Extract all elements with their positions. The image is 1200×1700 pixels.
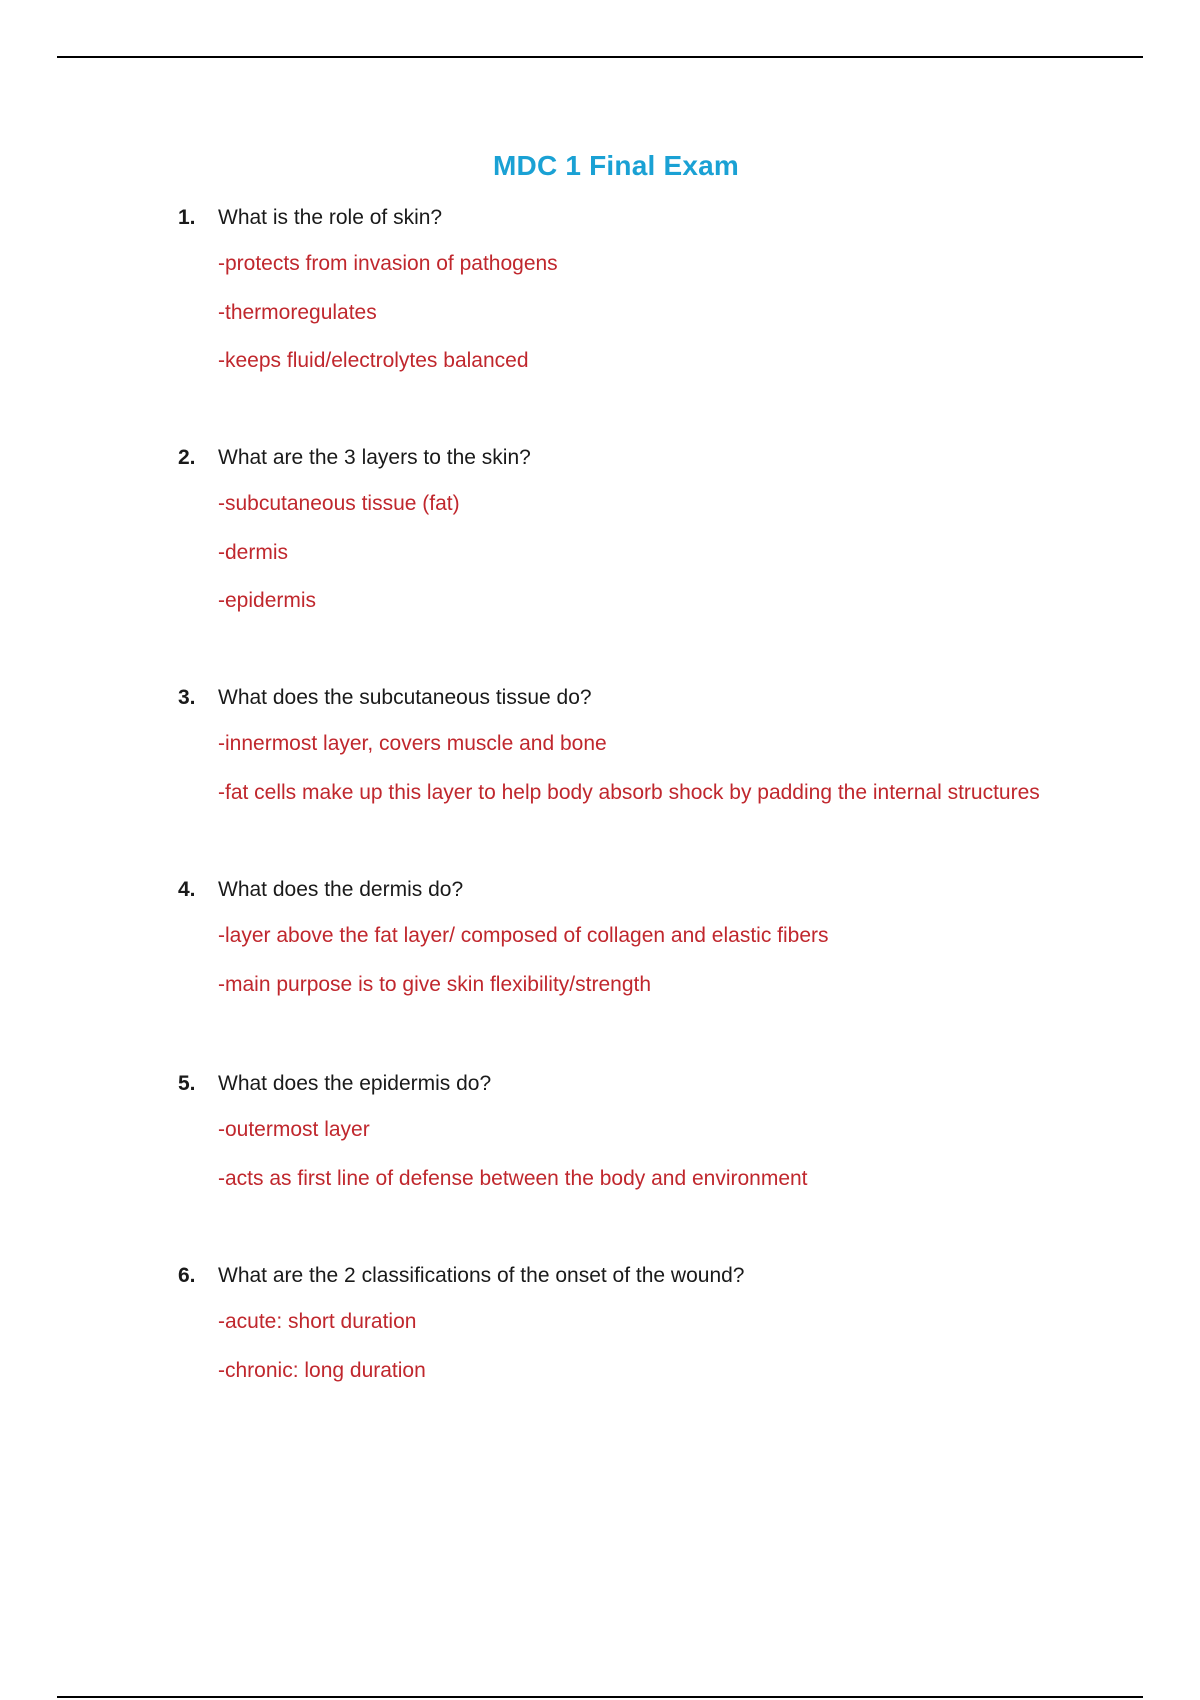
question-block-2 <box>178 436 1138 626</box>
footer-rule <box>57 1696 1143 1698</box>
question-text: What does the subcutaneous tissue do? <box>218 686 592 709</box>
question-number: 5. <box>178 1072 196 1095</box>
header-rule <box>57 56 1143 58</box>
question-block-6 <box>178 1254 1138 1395</box>
answer-line: -keeps fluid/electrolytes balanced <box>218 349 529 372</box>
answer-line: -outermost layer <box>218 1118 370 1141</box>
question-block-3 <box>178 676 1138 817</box>
answer-line: -epidermis <box>218 589 317 612</box>
question-text: What is the role of skin? <box>218 206 443 229</box>
question-block-1 <box>178 196 1138 386</box>
question-line <box>178 1062 1138 1106</box>
question-number: 6. <box>178 1264 196 1287</box>
question-block-5 <box>178 1062 1138 1203</box>
question-number: 4. <box>178 878 196 901</box>
answer-line: -protects from invasion of pathogens <box>218 252 558 275</box>
question-line <box>178 196 1138 240</box>
answer-line: -layer above the fat layer/ composed of collagen and elastic fibers <box>218 924 829 947</box>
answer-line: -acute: short duration <box>218 1310 417 1333</box>
question-text: What does the dermis do? <box>218 878 464 901</box>
page-title: MDC 1 Final Exam <box>493 150 739 181</box>
question-text: What are the 2 classifications of the onset of the wound? <box>218 1264 745 1287</box>
answer-line: -innermost layer, covers muscle and bone <box>218 732 607 755</box>
question-number: 1. <box>178 206 196 229</box>
answer-line: -chronic: long duration <box>218 1358 426 1382</box>
question-line <box>178 676 1138 720</box>
question-line <box>178 868 1138 912</box>
question-text: What are the 3 layers to the skin? <box>218 446 531 469</box>
question-line <box>178 436 1138 480</box>
answer-line: -main purpose is to give skin flexibility/strength <box>218 972 652 996</box>
question-block-4 <box>178 868 1138 1009</box>
question-number: 3. <box>178 686 196 709</box>
answer-line: -subcutaneous tissue (fat) <box>218 492 460 515</box>
question-number: 2. <box>178 446 196 469</box>
answer-line: -fat cells make up this layer to help body absorb shock by padding the internal structures <box>218 780 1040 804</box>
answer-line: -dermis <box>218 540 289 564</box>
answer-line: -thermoregulates <box>218 300 377 324</box>
answer-line: -acts as first line of defense between the body and environment <box>218 1166 808 1190</box>
question-line <box>178 1254 1138 1298</box>
question-text: What does the epidermis do? <box>218 1072 492 1095</box>
